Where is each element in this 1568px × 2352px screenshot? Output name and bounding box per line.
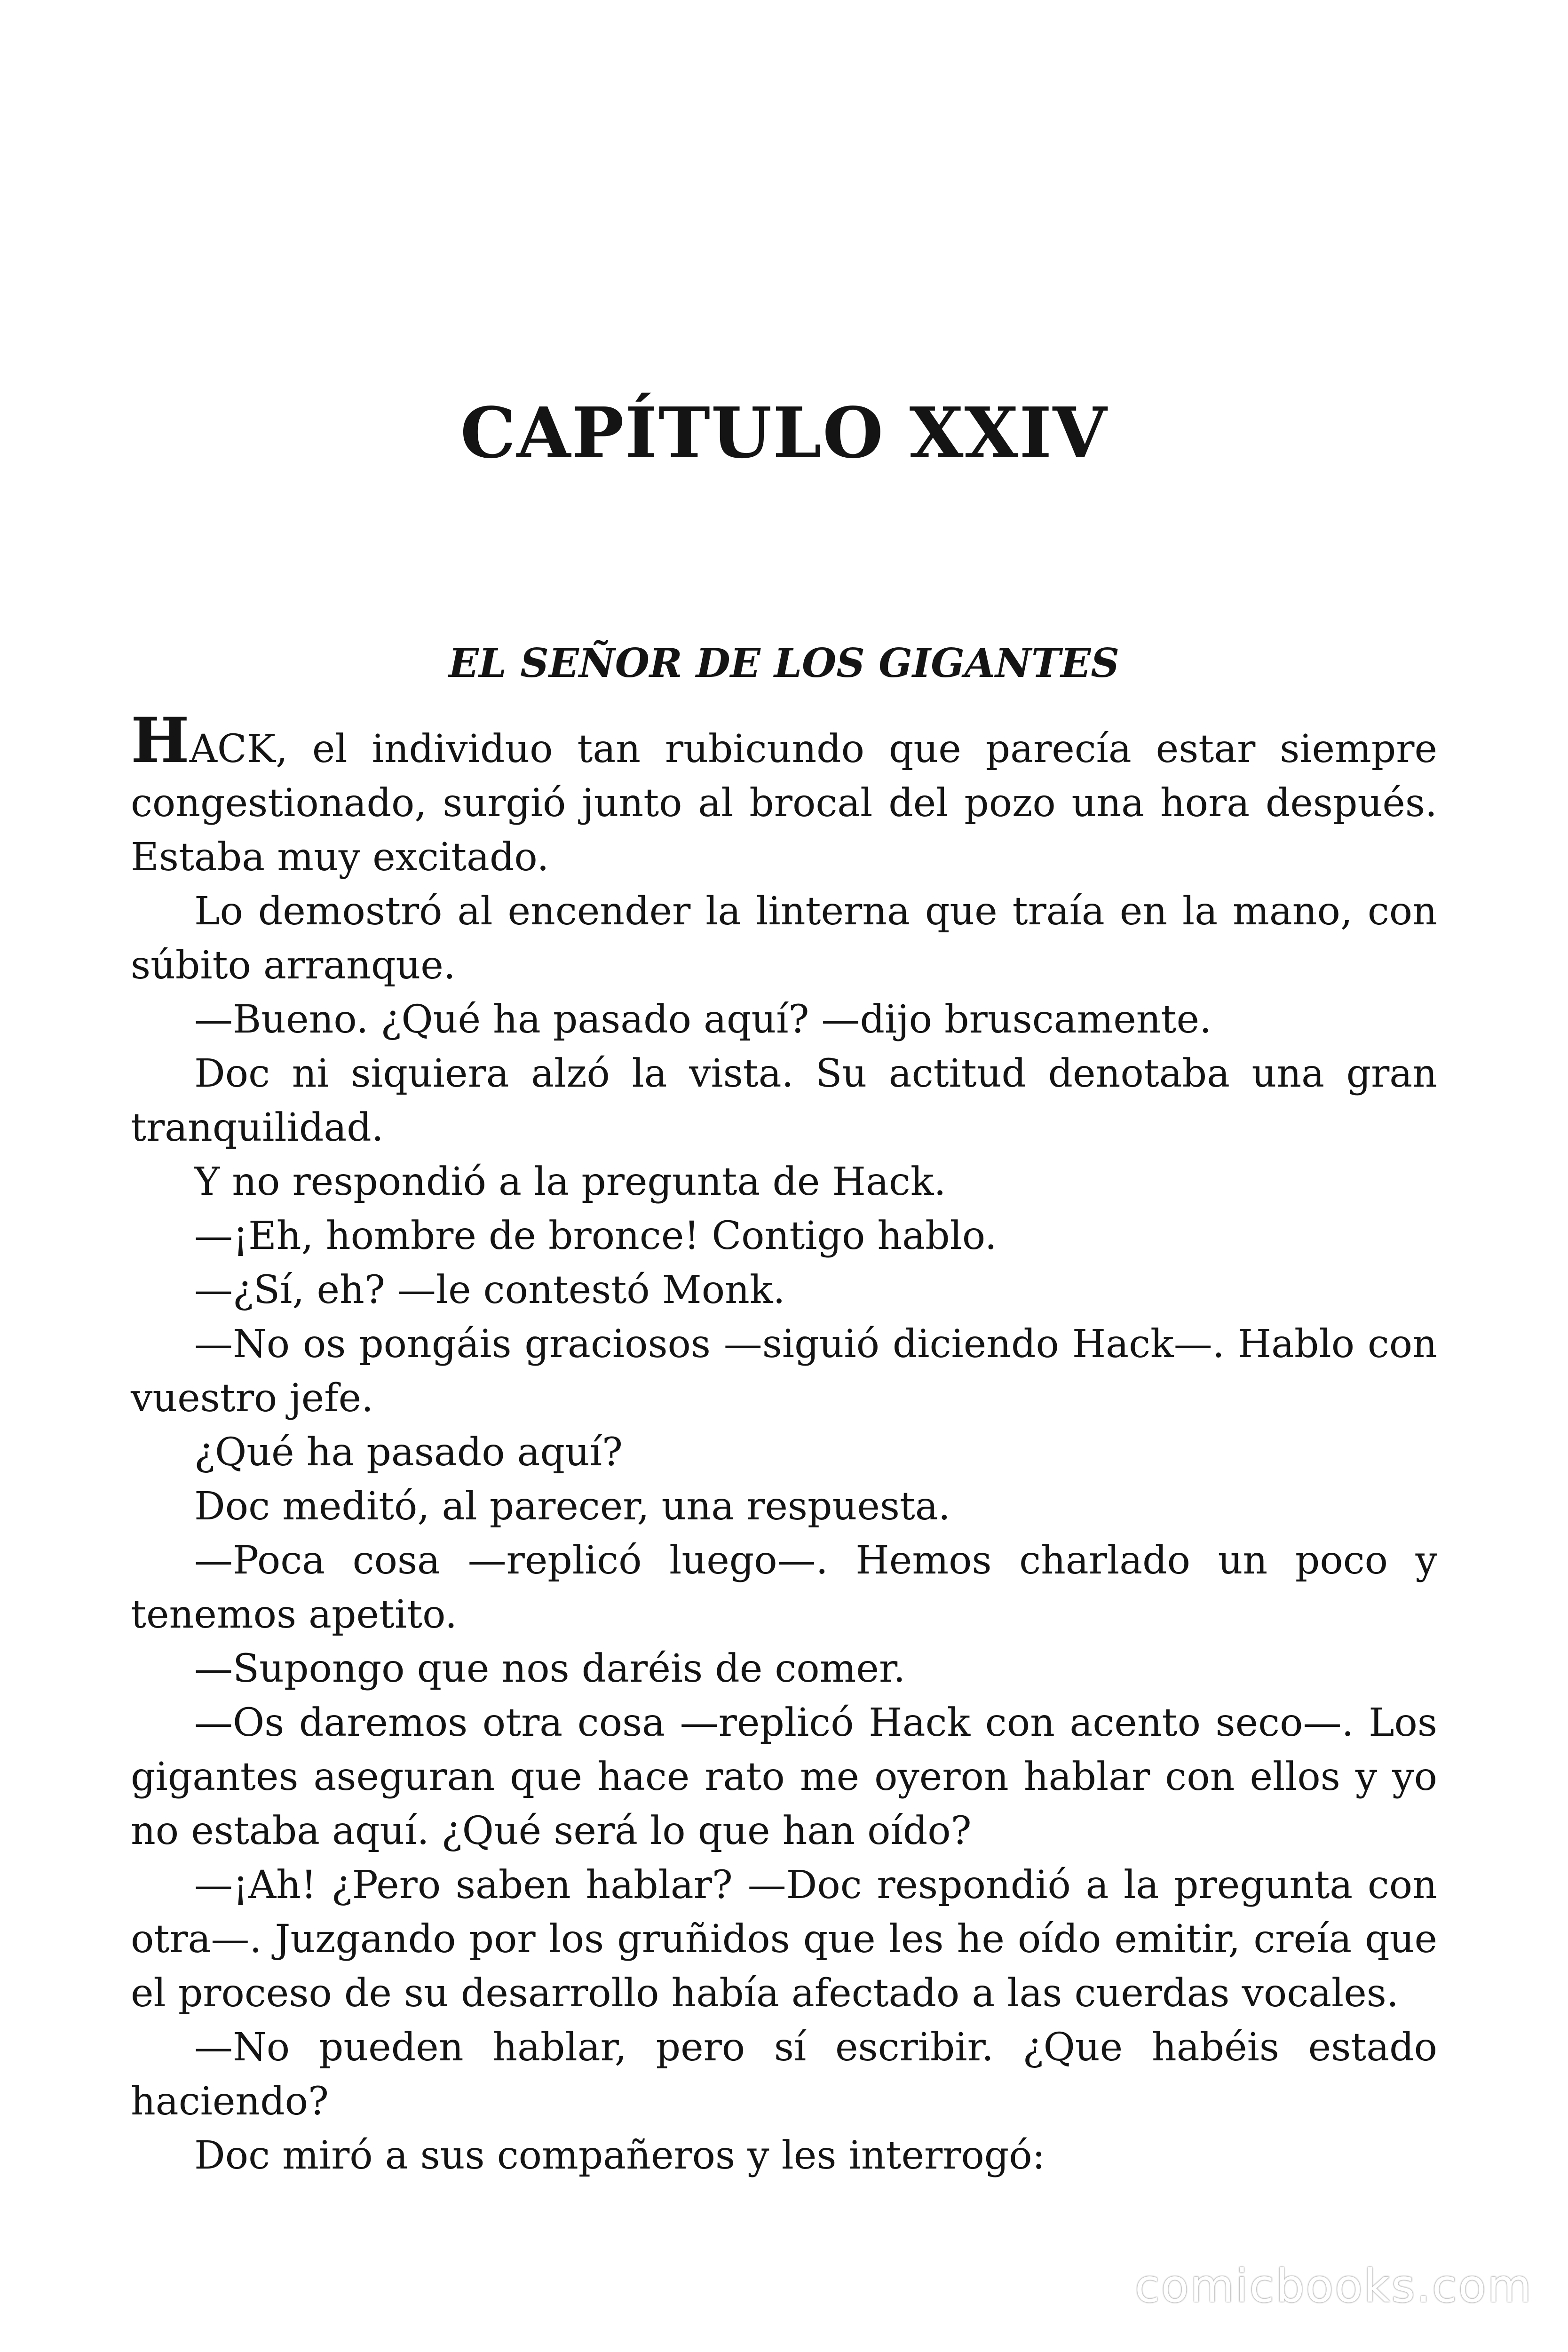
chapter-subtitle: EL SEÑOR DE LOS GIGANTES xyxy=(448,640,1120,686)
small-caps-word: ACK xyxy=(189,727,276,771)
paragraph: —No pueden hablar, pero sí escribir. ¿Que habéis estado haciendo? xyxy=(131,2025,1437,2124)
drop-cap-initial: H xyxy=(131,704,190,777)
paragraph xyxy=(131,704,1437,884)
watermark: comicbooks.com xyxy=(1134,2260,1533,2312)
paragraph: —¡Ah! ¿Pero saben hablar? —Doc respondió a la pregunta con otra—. Juzgando por los gruñidos que les he oído emitir, creía que el proceso de su desarrollo había afectado a las cuerdas vocales. xyxy=(131,1863,1437,2016)
paragraph: ¿Qué ha pasado aquí? xyxy=(194,1430,623,1475)
chapter-body xyxy=(131,704,1437,2183)
chapter-title: CAPÍTULO XXIV xyxy=(460,392,1108,474)
paragraph: Doc miró a sus compañeros y les interrogó: xyxy=(194,2133,1045,2178)
paragraph: Lo demostró al encender la linterna que traía en la mano, con súbito arranque. xyxy=(131,889,1437,988)
paragraph: —Supongo que nos daréis de comer. xyxy=(194,1646,906,1691)
paragraph-text: , el individuo tan rubicundo que parecía estar siempre congestionado, surgió junto al brocal del pozo una hora después. Estaba muy excitado. xyxy=(131,727,1437,880)
paragraph: —Os daremos otra cosa —replicó Hack con acento seco—. Los gigantes aseguran que hace rato me oyeron hablar con ellos y yo no estaba aquí. ¿Qué será lo que han oído? xyxy=(131,1700,1437,1853)
paragraph: —Poca cosa —replicó luego—. Hemos charlado un poco y tenemos apetito. xyxy=(131,1538,1437,1637)
paragraph: —Bueno. ¿Qué ha pasado aquí? —dijo bruscamente. xyxy=(194,997,1212,1042)
paragraph: Doc ni siquiera alzó la vista. Su actitud denotaba una gran tranquilidad. xyxy=(131,1051,1437,1150)
paragraph: —No os pongáis graciosos —siguió diciendo Hack—. Hablo con vuestro jefe. xyxy=(131,1322,1437,1421)
paragraph: —¿Sí, eh? —le contestó Monk. xyxy=(194,1268,785,1312)
paragraph: —¡Eh, hombre de bronce! Contigo hablo. xyxy=(194,1214,997,1258)
paragraph: Y no respondió a la pregunta de Hack. xyxy=(194,1160,946,1204)
paragraph: Doc meditó, al parecer, una respuesta. xyxy=(194,1484,950,1529)
